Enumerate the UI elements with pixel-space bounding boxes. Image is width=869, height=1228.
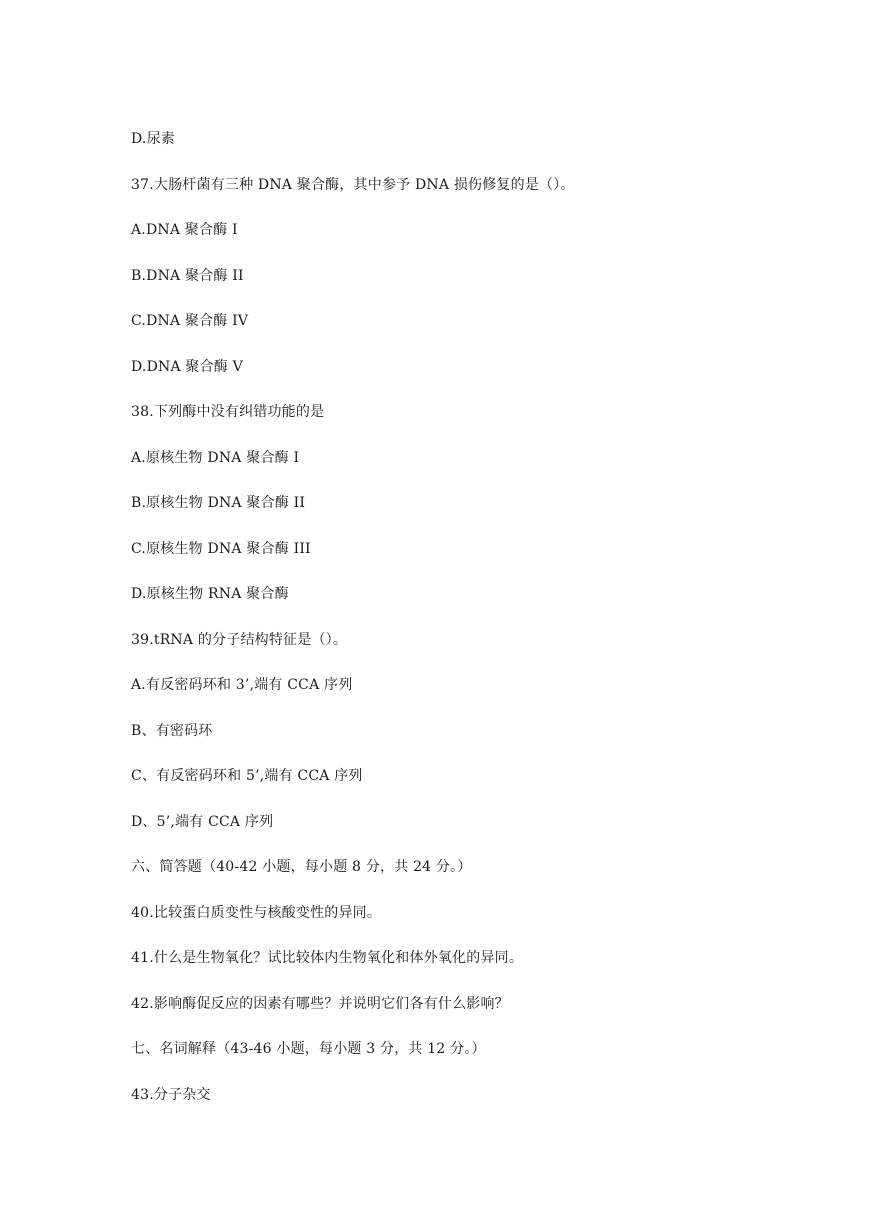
question-37-option-c: C.DNA 聚合酶 IV — [131, 313, 249, 329]
question-38-option-b: B.原核生物 DNA 聚合酶 II — [131, 495, 306, 511]
document-body — [131, 127, 821, 1128]
option-d-urea: D.尿素 — [131, 131, 175, 147]
question-37-option-b: B.DNA 聚合酶 II — [131, 267, 244, 284]
question-38: 38.下列酶中没有纠错功能的是 — [131, 404, 325, 420]
question-39-option-c: C、有反密码环和 5’,端有 CCA 序列 — [131, 768, 363, 784]
question-39: 39.tRNA 的分子结构特征是（）。 — [131, 631, 348, 648]
question-39-option-d: D、5’,端有 CCA 序列 — [131, 813, 274, 830]
question-37-option-a: A.DNA 聚合酶 I — [131, 222, 238, 238]
question-42: 42.影响酶促反应的因素有哪些？并说明它们各有什么影响？ — [131, 995, 509, 1012]
question-39-option-a: A.有反密码环和 3’,端有 CCA 序列 — [131, 677, 353, 693]
question-38-option-a: A.原核生物 DNA 聚合酶 I — [131, 449, 300, 466]
section-6-heading: 六、简答题（40-42 小题，每小题 8 分，共 24 分。） — [131, 859, 472, 875]
question-38-option-d: D.原核生物 RNA 聚合酶 — [131, 586, 289, 602]
question-40: 40.比较蛋白质变性与核酸变性的异同。 — [131, 904, 382, 921]
question-38-option-c: C.原核生物 DNA 聚合酶 III — [131, 540, 311, 557]
question-41: 41.什么是生物氧化？试比较体内生物氧化和体外氧化的异同。 — [131, 950, 524, 966]
section-7-heading: 七、名词解释（43-46 小题，每小题 3 分，共 12 分。） — [131, 1041, 486, 1057]
question-39-option-b: B、有密码环 — [131, 722, 213, 739]
question-43: 43.分子杂交 — [131, 1086, 211, 1103]
question-37: 37.大肠杆菌有三种 DNA 聚合酶，其中参予 DNA 损伤修复的是（）。 — [131, 176, 575, 193]
question-37-option-d: D.DNA 聚合酶 V — [131, 358, 243, 375]
